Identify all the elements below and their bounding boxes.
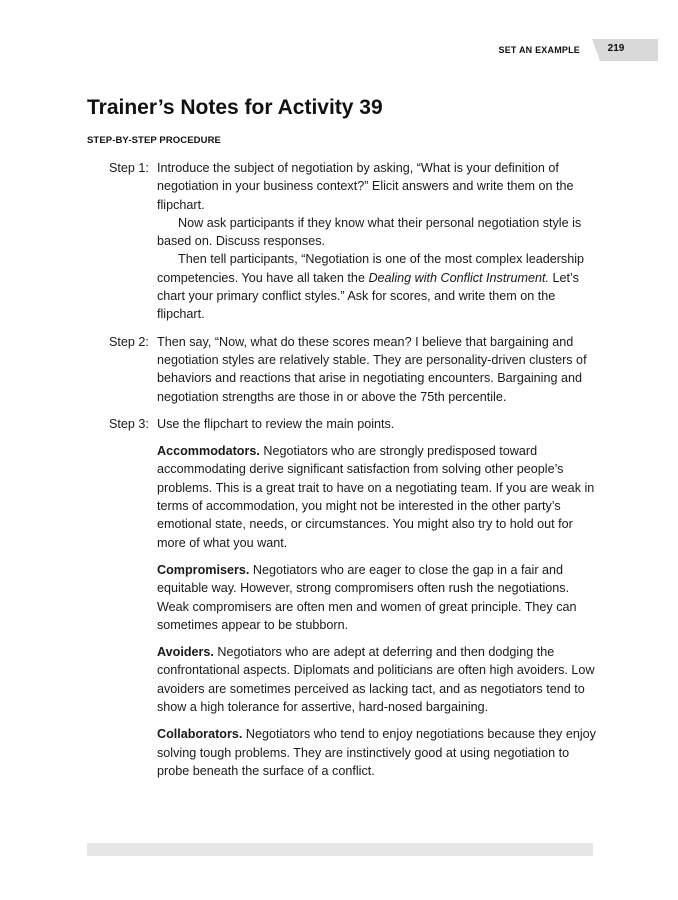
style-description: Negotiators who are eager to close the gap in a fair and equitable way. However, strong compromisers often rush the negotiations. Weak compromisers are often men and women of great principle. They can sometimes appear to be stubborn. [157, 562, 577, 632]
step-paragraph [157, 250, 599, 323]
paragraph-text: Then tell participants, “Negotiation is one of the most complex leadership competencies. You have all taken the [157, 252, 585, 285]
style-compromisers [157, 561, 599, 634]
style-description: Negotiators who are strongly predisposed toward accommodating derive significant satisfaction from solving other people’s problems. This is a great trait to have on a negotiating team. If you are weak in terms of accommodation, you might not be interested in the other party’s emotional state, needs, or circumstances. You might also try to hold out for more of what you want. [157, 444, 595, 550]
style-term: Accommodators. [157, 444, 260, 459]
step-1 [109, 159, 599, 324]
style-term: Avoiders. [157, 645, 214, 660]
style-avoiders [157, 643, 599, 716]
step-paragraph: Now ask participants if they know what their personal negotiation style is based on. Discuss responses. [157, 215, 582, 249]
footer-bar [87, 843, 593, 856]
procedure-body [109, 159, 599, 789]
page-number: 219 [607, 43, 625, 54]
negotiation-styles-list [157, 442, 599, 780]
step-paragraph: Introduce the subject of negotiation by asking, “What is your definition of negotiation in your business context?” Elicit answers and write them on the flipchart. [157, 161, 574, 212]
running-title: SET AN EXAMPLE [498, 45, 580, 55]
step-paragraph: Then say, “Now, what do these scores mean? I believe that bargaining and negotiation styles are relatively stable. They are personality-driven clusters of behaviors and reactions that arise in negotiating encounters. Bargaining and negotiation strengths are those in or above the 75th percentile. [157, 334, 587, 404]
style-collaborators [157, 725, 599, 780]
style-term: Collaborators. [157, 727, 243, 742]
step-body [157, 415, 599, 433]
step-label: Step 3: [109, 416, 149, 431]
step-body [157, 333, 599, 406]
step-label: Step 2: [109, 334, 149, 349]
paragraph-text: Let’s chart your primary conflict styles.” Ask for scores, and write them on the flipchart. [157, 270, 579, 322]
step-2 [109, 333, 599, 406]
section-heading: STEP-BY-STEP PROCEDURE [87, 135, 221, 146]
style-term: Compromisers. [157, 562, 250, 577]
page-number-tab [592, 39, 658, 61]
style-description: Negotiators who tend to enjoy negotiations because they enjoy solving tough problems. They are instinctively good at using negotiation to probe beneath the surface of a conflict. [157, 727, 596, 778]
step-paragraph: Use the flipchart to review the main points. [157, 416, 395, 431]
step-label: Step 1: [109, 161, 149, 175]
step-3 [109, 415, 599, 433]
instrument-title: Dealing with Conflict Instrument. [368, 270, 550, 285]
style-description: Negotiators who are adept at deferring and then dodging the confrontational aspects. Diplomats and politicians are often high avoiders. Low avoiders are sometimes perceived as lacking tact, and as negotiators tend to show a high tolerance for assertive, hard-nosed bargaining. [157, 645, 595, 715]
style-accommodators [157, 442, 599, 552]
page-title: Trainer’s Notes for Activity 39 [87, 96, 383, 119]
running-header [499, 39, 658, 61]
step-body [157, 159, 599, 324]
